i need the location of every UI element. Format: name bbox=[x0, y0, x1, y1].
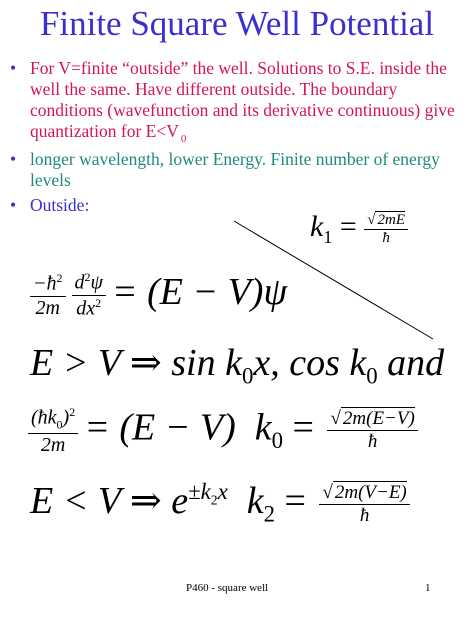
page-number: 1 bbox=[425, 582, 431, 594]
equation-k1: $k_1$ = $\frac{√ 2mE}{ħ}$ bbox=[310, 210, 408, 248]
equation-e-greater-v: E > V ⇒ $\sin k_0x$, $\cos k_0$ and bbox=[30, 342, 445, 389]
bullet-dot: • bbox=[10, 195, 17, 215]
equation-schrodinger: $\frac{-ħ^2}{2m}$ $\frac{d^2\psi}{dx^2}$ = (E − V)ψ bbox=[30, 270, 287, 320]
bullet-text-1: For V=finite “outside” the well. Solutions to S.E. inside the well the same. Have different outside. The boundary conditions (wavefunction and its derivative continuous) give quantization for E<V bbox=[30, 58, 455, 141]
bullet-text-2: longer wavelength, lower Energy. Finite number of energy levels bbox=[30, 149, 440, 190]
bullet-dot: • bbox=[10, 149, 17, 169]
footer-caption: P460 - square well bbox=[186, 582, 269, 594]
equation-k0: $\frac{(ħk_0)^2}{2m}$ = (E − V) $k_0$ = $\frac{√ 2m(E-V)}{ħ}$ bbox=[28, 405, 418, 457]
bullet-text-3: Outside: bbox=[30, 195, 90, 215]
bullet-dot: • bbox=[10, 58, 17, 78]
slide-title: Finite Square Well Potential bbox=[39, 4, 435, 43]
bullet-subscript-0: 0 bbox=[180, 133, 187, 145]
equation-e-less-v: E < V ⇒ $e^{\pm k_2x}$ $k_2$ = $\frac{√ 2m(V-E)}{ħ}$ bbox=[30, 478, 410, 528]
